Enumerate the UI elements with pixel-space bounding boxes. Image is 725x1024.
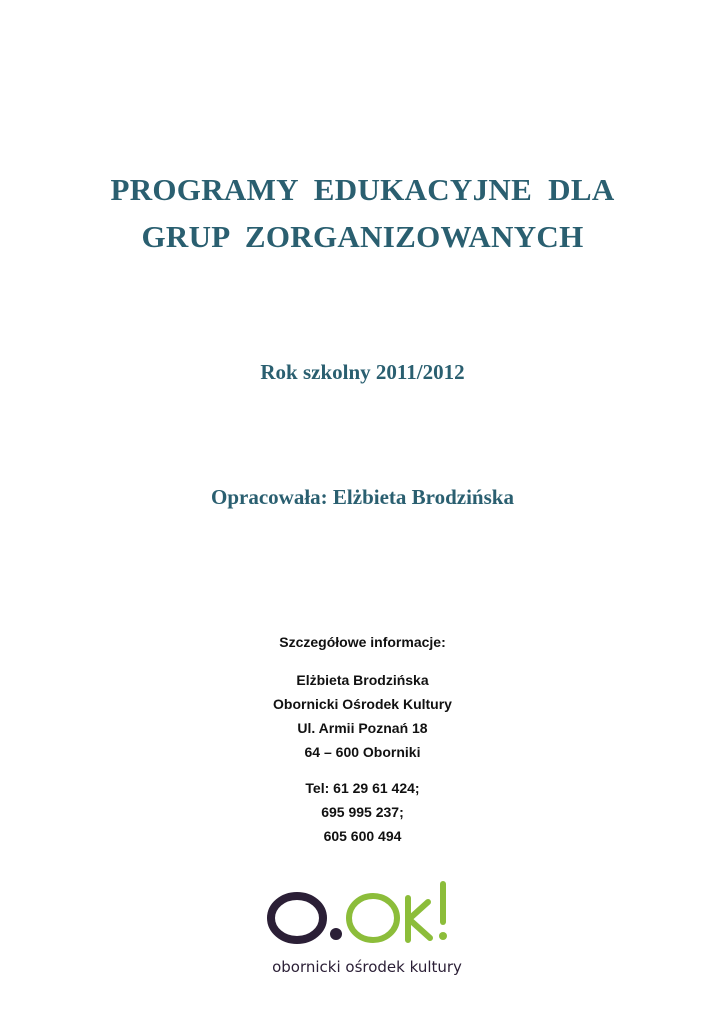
contact-institution: Obornicki Ośrodek Kultury [273,696,452,712]
logo-letter-o-green [349,896,397,940]
author-line: Opracowała: Elżbieta Brodzińska [211,485,514,509]
contact-phone-3: 605 600 494 [323,828,402,844]
contact-phone-2: 695 995 237; [321,804,404,820]
contact-phone-1: Tel: 61 29 61 424; [305,780,420,796]
contact-name: Elżbieta Brodzińska [296,672,429,688]
logo-letter-k [408,898,430,940]
logo-letter-o [271,896,323,940]
school-year: Rok szkolny 2011/2012 [260,360,465,384]
contact-heading: Szczegółowe informacje: [279,634,446,650]
logo-dot [330,928,342,940]
document-title-line-2: GRUP ZORGANIZOWANYCH [141,219,584,254]
ook-logo [262,878,472,978]
contact-street: Ul. Armii Poznań 18 [297,720,428,736]
contact-city: 64 – 600 Oborniki [304,744,421,760]
document-title-line-1: PROGRAMY EDUKACYJNE DLA [110,172,615,207]
logo-exclamation-dot [439,932,447,940]
logo-tagline: obornicki ośrodek kultury [272,958,462,976]
